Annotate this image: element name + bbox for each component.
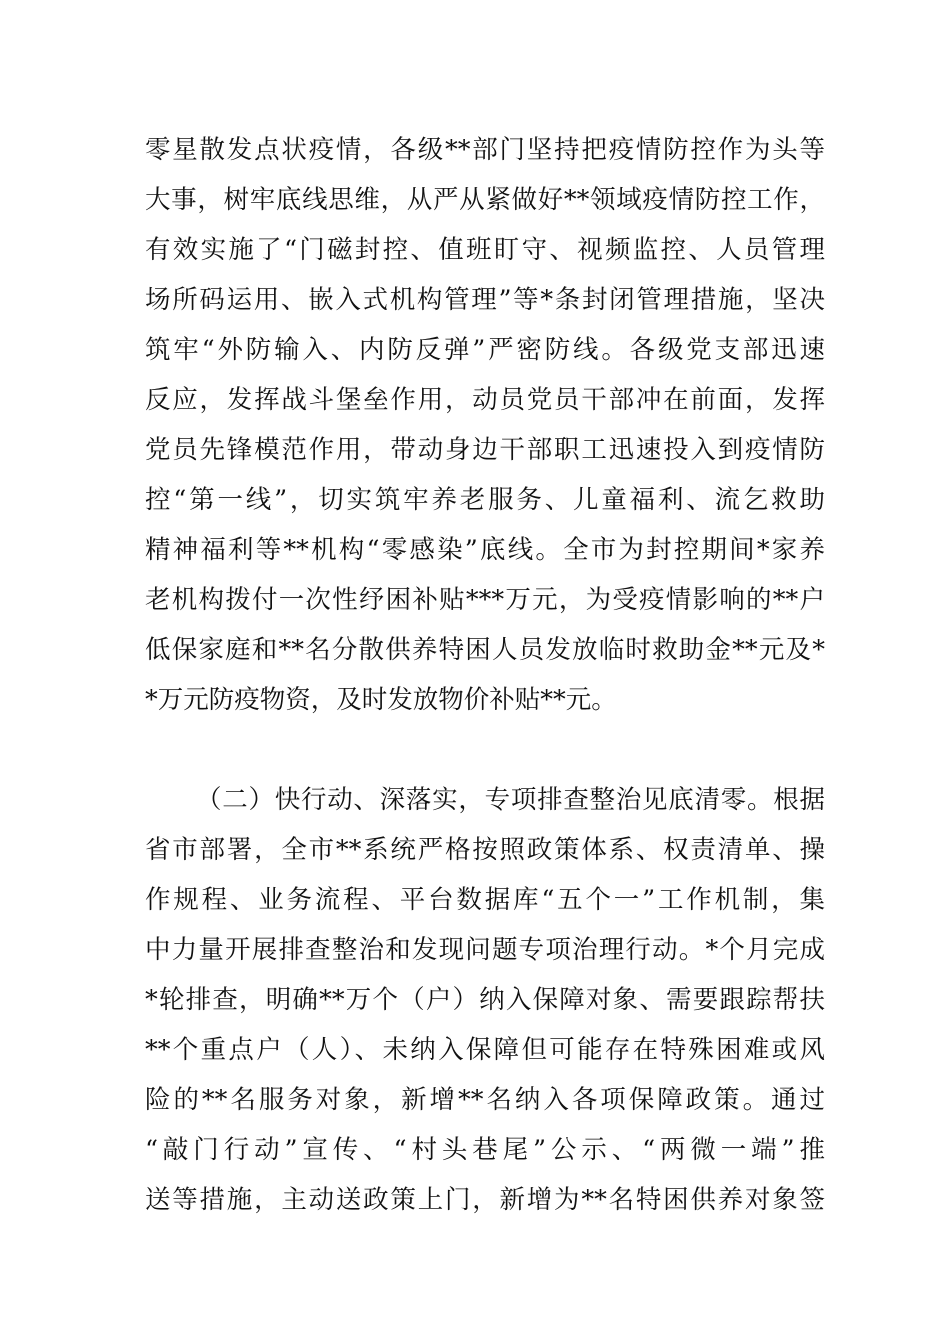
paragraph-1-line-2: 大事，树牢底线思维，从严从紧做好**领域疫情防控工作， — [145, 185, 825, 215]
paragraph-1-line-10: 老机构拨付一次性纾困补贴***万元，为受疫情影响的**户 — [145, 585, 825, 615]
paragraph-2-line-9: 送等措施，主动送政策上门，新增为**名特困供养对象签 — [145, 1185, 825, 1215]
paragraph-1-line-4: 场所码运用、嵌入式机构管理”等*条封闭管理措施，坚决 — [145, 285, 825, 315]
paragraph-2-line-3: 作规程、业务流程、平台数据库“五个一”工作机制，集 — [145, 885, 825, 915]
paragraph-1-line-9: 精神福利等**机构“零感染”底线。全市为封控期间*家养 — [145, 535, 825, 565]
paragraph-1-line-11: 低保家庭和**名分散供养特困人员发放临时救助金**元及* — [145, 635, 825, 665]
paragraph-1-line-8: 控“第一线”，切实筑牢养老服务、儿童福利、流乞救助 — [145, 485, 825, 515]
paragraph-2-line-5: *轮排查，明确**万个（户）纳入保障对象、需要跟踪帮扶 — [145, 985, 825, 1015]
paragraph-1-line-3: 有效实施了“门磁封控、值班盯守、视频监控、人员管理 — [145, 235, 825, 265]
paragraph-2-line-7: 险的**名服务对象，新增**名纳入各项保障政策。通过 — [145, 1085, 825, 1115]
paragraph-1-line-12: *万元防疫物资，及时发放物价补贴**元。 — [145, 685, 617, 715]
paragraph-2-line-6: **个重点户（人）、未纳入保障但可能存在特殊困难或风 — [145, 1035, 825, 1065]
paragraph-2-line-2: 省市部署，全市**系统严格按照政策体系、权责清单、操 — [145, 835, 825, 865]
paragraph-1-line-6: 反应，发挥战斗堡垒作用，动员党员干部冲在前面，发挥 — [145, 385, 825, 415]
paragraph-1-line-1: 零星散发点状疫情，各级**部门坚持把疫情防控作为头等 — [145, 135, 825, 165]
paragraph-1-line-5: 筑牢“外防输入、内防反弹”严密防线。各级党支部迅速 — [145, 335, 825, 365]
paragraph-1-line-7: 党员先锋模范作用，带动身边干部职工迅速投入到疫情防 — [145, 435, 825, 465]
paragraph-2-line-4: 中力量开展排查整治和发现问题专项治理行动。*个月完成 — [145, 935, 825, 965]
paragraph-2-line-8: “敲门行动”宣传、“村头巷尾”公示、“两微一端”推 — [145, 1135, 825, 1165]
paragraph-2-line-1: （二）快行动、深落实，专项排查整治见底清零。根据 — [196, 785, 825, 815]
